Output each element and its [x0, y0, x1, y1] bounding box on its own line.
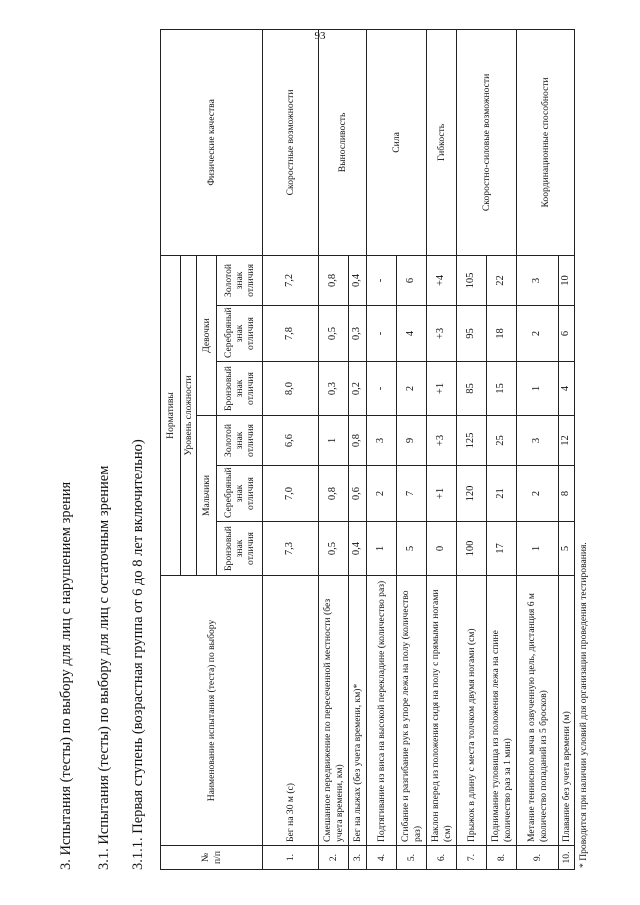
norm-value: 0,5 [319, 306, 349, 362]
row-number: 3. [349, 846, 367, 870]
norm-value: 0,2 [349, 362, 367, 416]
norm-value: 0,5 [319, 522, 349, 576]
norm-value: 0,8 [319, 255, 349, 305]
norm-value: 7,3 [263, 522, 319, 576]
norm-value: 100 [457, 522, 487, 576]
norm-value: - [367, 306, 397, 362]
norm-value: 9 [397, 416, 427, 466]
table-row [427, 29, 457, 869]
norms-table [160, 29, 575, 870]
norm-value: 15 [487, 362, 517, 416]
row-number: 10. [559, 846, 575, 870]
table-row [457, 29, 487, 869]
header-badge-gold-girls: Золотой знак отличия [217, 255, 263, 305]
norm-value: 7,0 [263, 466, 319, 522]
row-number: 9. [517, 846, 559, 870]
table-row [367, 29, 397, 869]
footnote: * Проводится при наличии условий для организации проведения тестирования. [578, 542, 589, 868]
norm-value: +3 [427, 416, 457, 466]
norm-value: 0,6 [349, 466, 367, 522]
header-badge-silver-boys: Серебряный знак отличия [217, 466, 263, 522]
norm-value: 7,8 [263, 306, 319, 362]
norm-value: 0,8 [349, 416, 367, 466]
norm-value: 0,4 [349, 255, 367, 305]
rotated-document [30, 30, 620, 890]
norm-value: 2 [517, 466, 559, 522]
header-number: № п/п [161, 846, 263, 870]
row-number: 5. [397, 846, 427, 870]
header-norms: Нормативы [161, 255, 181, 575]
physical-quality: Выносливость [319, 29, 367, 255]
test-name: Метание теннисного мяча в озвученную цель, дистанция 6 м (количество попаданий из 5 бросков) [517, 576, 559, 846]
norm-value: 7,2 [263, 255, 319, 305]
header-badge-bronze-girls: Бронзовый знак отличия [217, 362, 263, 416]
norm-value: 5 [397, 522, 427, 576]
page-number: 93 [314, 30, 326, 42]
norm-value: 4 [397, 306, 427, 362]
norm-value: 1 [319, 416, 349, 466]
test-name: Смешанное передвижение по пересеченной местности (без учета времени, км) [319, 576, 349, 846]
test-name: Плавание без учета времени (м) [559, 576, 575, 846]
norm-value: - [367, 362, 397, 416]
norm-value: 0,8 [319, 466, 349, 522]
norm-value: 25 [487, 416, 517, 466]
norm-value: 10 [559, 255, 575, 305]
norm-value: 2 [397, 362, 427, 416]
table-row [319, 29, 349, 869]
row-number: 8. [487, 846, 517, 870]
test-name: Бег на лыжах (без учета времени, км)* [349, 576, 367, 846]
norm-value: 2 [517, 306, 559, 362]
header-badge-bronze-boys: Бронзовый знак отличия [217, 522, 263, 576]
norm-value: 3 [517, 416, 559, 466]
norm-value: 1 [517, 522, 559, 576]
row-number: 6. [427, 846, 457, 870]
header-girls: Девочки [197, 255, 217, 415]
header-difficulty-level: Уровень сложности [181, 255, 197, 575]
norm-value: 18 [487, 306, 517, 362]
norm-value: 12 [559, 416, 575, 466]
physical-quality: Координационные способности [517, 29, 575, 255]
norm-value: 6 [397, 255, 427, 305]
norm-value: 6 [559, 306, 575, 362]
norm-value: +3 [427, 306, 457, 362]
norm-value: 0,3 [349, 306, 367, 362]
header-physical-qualities: Физические качества [161, 29, 263, 255]
norm-value: 2 [367, 466, 397, 522]
norm-value: +1 [427, 466, 457, 522]
norm-value: 1 [517, 362, 559, 416]
subsection-heading: 3.1. Испытания (тесты) по выбору для лиц с остаточным зрением [96, 465, 112, 870]
norm-value: 3 [517, 255, 559, 305]
test-name: Сгибание и разгибание рук в упоре лежа на полу (количество раз) [397, 576, 427, 846]
norm-value: 7 [397, 466, 427, 522]
norm-value: 3 [367, 416, 397, 466]
row-number: 4. [367, 846, 397, 870]
test-name: Поднимание туловища из положения лежа на спине (количество раз за 1 мин) [487, 576, 517, 846]
row-number: 2. [319, 846, 349, 870]
sub-subsection-heading: 3.1.1. Первая ступень (возрастная группа от 6 до 8 лет включительно) [130, 439, 146, 870]
norm-value: 8 [559, 466, 575, 522]
norm-value: 5 [559, 522, 575, 576]
physical-quality: Скоростно-силовые возможности [457, 29, 517, 255]
table-row [263, 29, 319, 869]
test-name: Прыжок в длину с места толчком двумя ногами (см) [457, 576, 487, 846]
norm-value: 0,3 [319, 362, 349, 416]
test-name: Подтягивание из виса на высокой перекладине (количество раз) [367, 576, 397, 846]
norm-value: 105 [457, 255, 487, 305]
physical-quality: Скоростные возможности [263, 29, 319, 255]
norm-value: +1 [427, 362, 457, 416]
row-number: 1. [263, 846, 319, 870]
norm-value: 0 [427, 522, 457, 576]
norm-value: 95 [457, 306, 487, 362]
norm-value: 21 [487, 466, 517, 522]
norm-value: 85 [457, 362, 487, 416]
norm-value: 8,0 [263, 362, 319, 416]
section-heading: 3. Испытания (тесты) по выбору для лиц с нарушением зрения [58, 481, 74, 870]
test-name: Наклон вперед из положения сидя на полу с прямыми ногами (см) [427, 576, 457, 846]
norm-value: 4 [559, 362, 575, 416]
norm-value: 6,6 [263, 416, 319, 466]
norm-value: 0,4 [349, 522, 367, 576]
header-badge-gold-boys: Золотой знак отличия [217, 416, 263, 466]
norm-value: - [367, 255, 397, 305]
norm-value: 1 [367, 522, 397, 576]
header-boys: Мальчики [197, 416, 217, 576]
test-name: Бег на 30 м (с) [263, 576, 319, 846]
header-test-name: Наименование испытания (теста) по выбору [161, 576, 263, 846]
norm-value: 125 [457, 416, 487, 466]
table-row [517, 29, 559, 869]
header-badge-silver-girls: Серебряный знак отличия [217, 306, 263, 362]
norm-value: 22 [487, 255, 517, 305]
norm-value: 17 [487, 522, 517, 576]
norm-value: 120 [457, 466, 487, 522]
norm-value: +4 [427, 255, 457, 305]
physical-quality: Гибкость [427, 29, 457, 255]
physical-quality: Сила [367, 29, 427, 255]
row-number: 7. [457, 846, 487, 870]
